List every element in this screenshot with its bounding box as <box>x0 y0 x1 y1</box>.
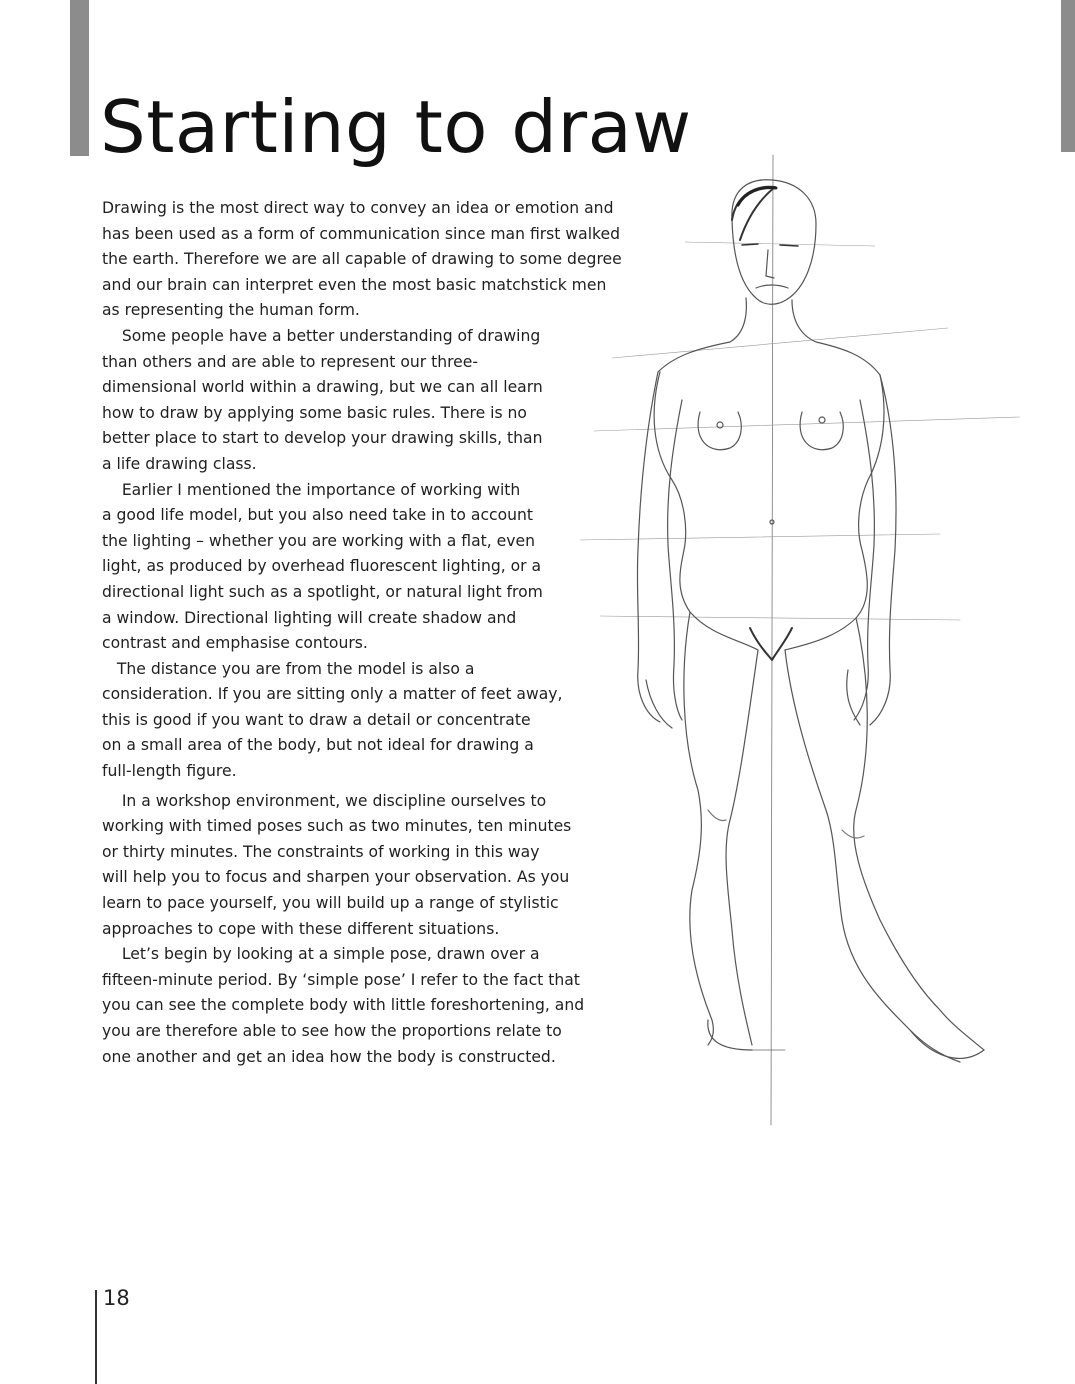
text-line: Earlier I mentioned the importance of working with <box>102 480 521 499</box>
text-line: full-length figure. <box>102 762 237 781</box>
paragraph-4 <box>102 657 662 785</box>
text-line: approaches to cope with these different situations. <box>102 919 500 938</box>
paragraph-3 <box>102 478 662 657</box>
text-line: contrast and emphasise contours. <box>102 634 368 653</box>
text-line: directional light such as a spotlight, or natural light from <box>102 582 543 601</box>
text-line: as representing the human form. <box>102 301 360 320</box>
text-line: dimensional world within a drawing, but we can all learn <box>102 378 543 397</box>
text-line: working with timed poses such as two minutes, ten minutes <box>102 817 572 836</box>
text-line: fifteen-minute period. By ‘simple pose’ I refer to the fact that <box>102 970 580 989</box>
page-title: Starting to draw <box>100 85 692 169</box>
paragraph-6 <box>102 942 662 1070</box>
text-line: consideration. If you are sitting only a matter of feet away, <box>102 685 563 704</box>
text-line: this is good if you want to draw a detail or concentrate <box>102 710 531 729</box>
text-line: The distance you are from the model is also a <box>102 659 475 678</box>
text-line: the earth. Therefore we are all capable of drawing to some degree <box>102 250 622 269</box>
paragraph-2 <box>102 324 662 478</box>
text-line: you can see the complete body with little foreshortening, and <box>102 996 585 1015</box>
text-line: on a small area of the body, but not ideal for drawing a <box>102 736 534 755</box>
text-line: better place to start to develop your drawing skills, than <box>102 429 543 448</box>
page-number-rule <box>95 1290 97 1384</box>
text-line: In a workshop environment, we discipline ourselves to <box>102 791 547 810</box>
text-line: or thirty minutes. The constraints of working in this way <box>102 842 540 861</box>
text-line: learn to pace yourself, you will build up a range of stylistic <box>102 894 559 913</box>
text-line: than others and are able to represent our three- <box>102 352 479 371</box>
top-right-accent-bar <box>1061 0 1075 152</box>
text-line: Let’s begin by looking at a simple pose, drawn over a <box>102 945 540 964</box>
figure-sketch-illustration <box>580 150 1040 1130</box>
text-line: a window. Directional lighting will create shadow and <box>102 608 517 627</box>
text-line: one another and get an idea how the body is constructed. <box>102 1047 556 1066</box>
text-line: light, as produced by overhead fluorescent lighting, or a <box>102 557 542 576</box>
text-line: a life drawing class. <box>102 454 257 473</box>
paragraph-5 <box>102 789 662 943</box>
paragraph-1 <box>102 196 662 324</box>
text-line: Drawing is the most direct way to convey an idea or emotion and <box>102 199 614 217</box>
body-text <box>102 196 662 1070</box>
text-line: and our brain can interpret even the most basic matchstick men <box>102 275 607 294</box>
text-line: a good life model, but you also need take in to account <box>102 506 534 525</box>
top-left-accent-bar <box>70 0 89 156</box>
text-line: the lighting – whether you are working with a flat, even <box>102 531 535 550</box>
text-line: will help you to focus and sharpen your observation. As you <box>102 868 570 887</box>
pencil-figure-sketch-icon <box>580 150 1040 1130</box>
text-line: how to draw by applying some basic rules. There is no <box>102 403 527 422</box>
text-line: has been used as a form of communication since man first walked <box>102 224 620 243</box>
page-number: 18 <box>103 1286 130 1310</box>
text-line: you are therefore able to see how the proportions relate to <box>102 1022 562 1040</box>
text-line: Some people have a better understanding of drawing <box>102 326 541 345</box>
